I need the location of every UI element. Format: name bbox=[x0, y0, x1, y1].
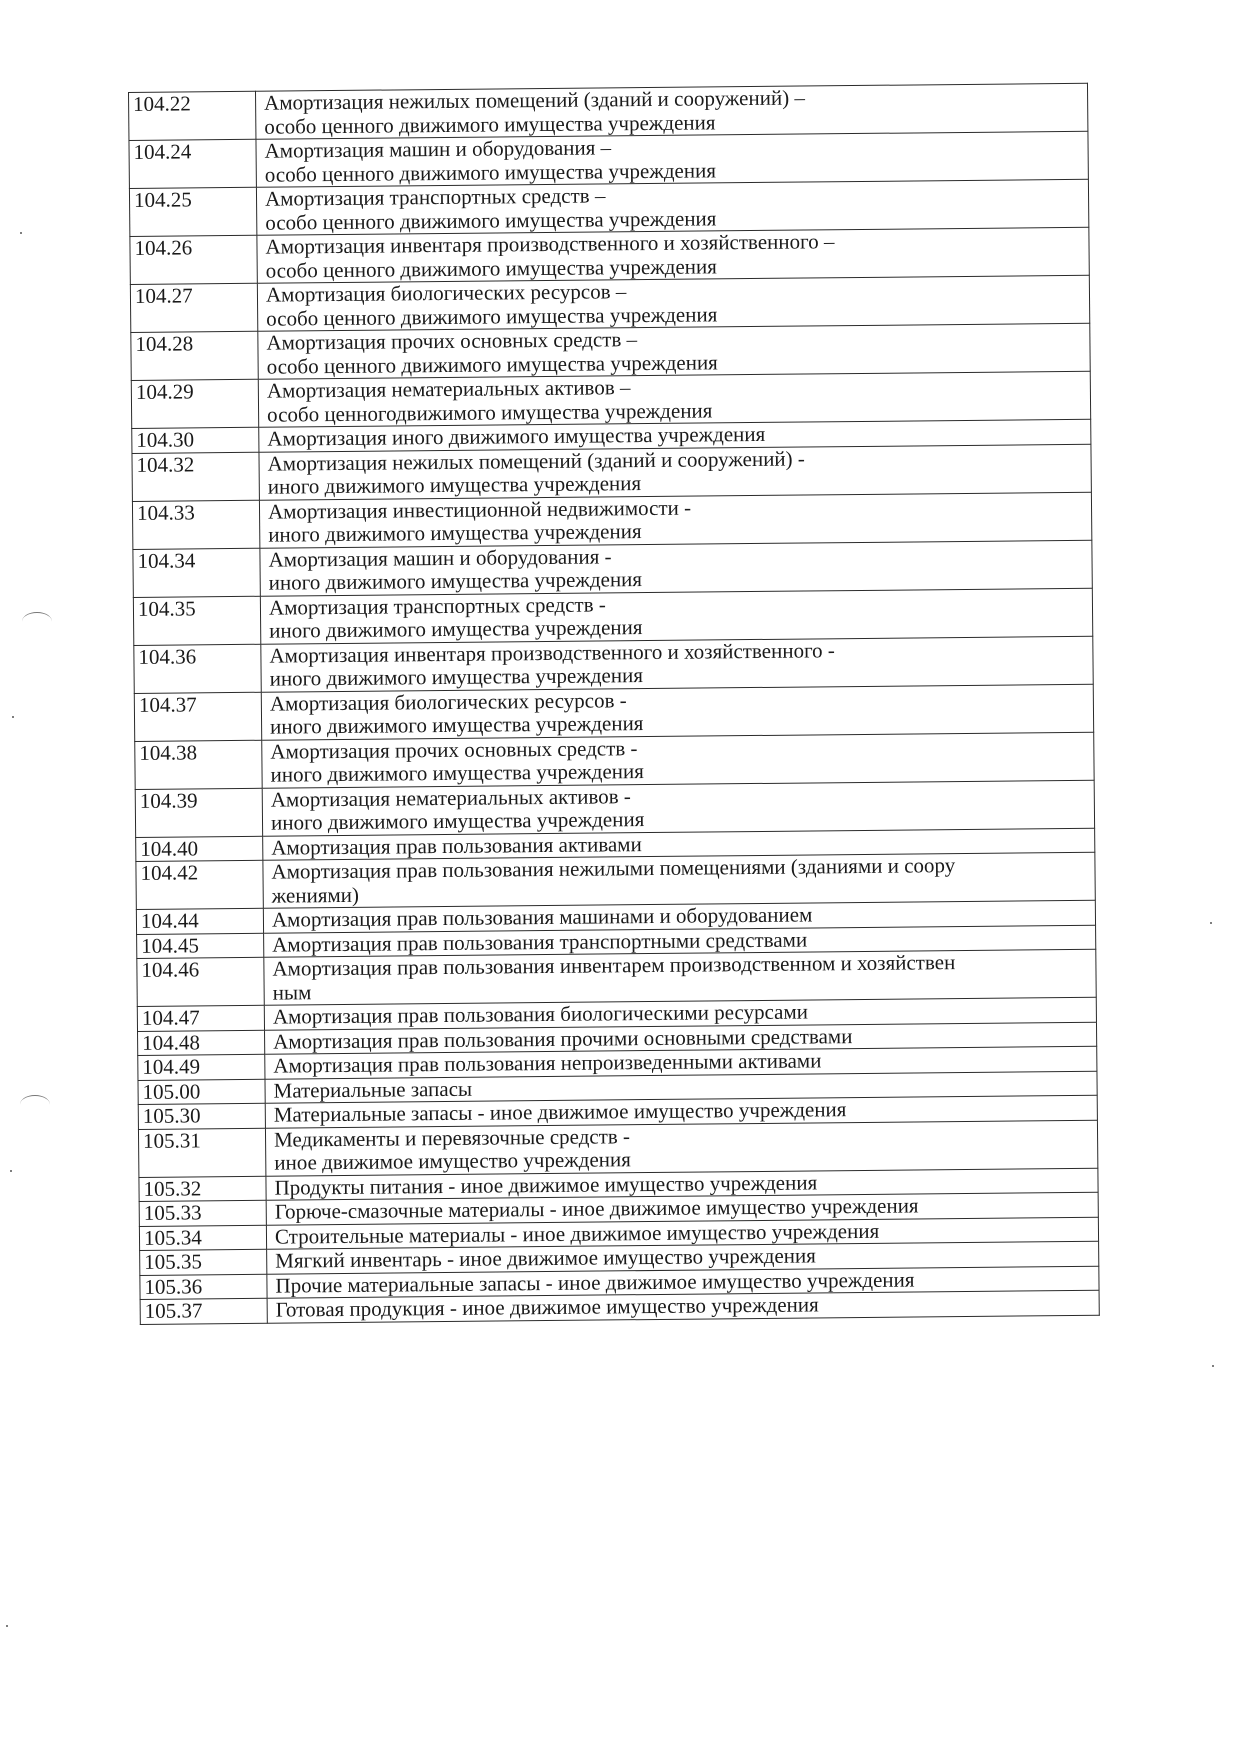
account-name: Амортизация нематериальных активов - иного движимого имущества учреждения bbox=[262, 780, 1094, 836]
scan-speck bbox=[12, 716, 14, 718]
account-name: Мягкий инвентарь - иное движимое имущество учреждения bbox=[267, 1241, 1099, 1273]
scan-speck bbox=[1210, 922, 1212, 924]
account-name: Горюче-смазочные материалы - иное движимое имущество учреждения bbox=[266, 1192, 1098, 1224]
account-code: 105.34 bbox=[139, 1225, 266, 1251]
accounts-table bbox=[128, 83, 1100, 1325]
account-name: Амортизация инвентаря производственного и хозяйственного – особо ценного движимого имущества учреждения bbox=[257, 227, 1089, 283]
accounts-table-body bbox=[129, 83, 1100, 1324]
account-name: Амортизация прав пользования нежилыми помещениями (зданиями и соору жениями) bbox=[263, 852, 1095, 908]
scan-speck bbox=[20, 232, 22, 234]
account-name: Амортизация биологических ресурсов – особо ценного движимого имущества учреждения bbox=[257, 275, 1089, 331]
account-name: Амортизация машин и оборудования – особо ценного движимого имущества учреждения bbox=[256, 131, 1088, 187]
account-code: 104.22 bbox=[129, 91, 256, 140]
account-name: Прочие материальные запасы - иное движимое имущество учреждения bbox=[267, 1266, 1099, 1298]
account-code: 105.30 bbox=[138, 1103, 265, 1129]
account-name: Амортизация прочих основных средств - иного движимого имущества учреждения bbox=[262, 732, 1094, 788]
account-code: 105.35 bbox=[140, 1249, 267, 1275]
punch-hole-mark bbox=[22, 612, 52, 631]
account-code: 104.46 bbox=[137, 957, 264, 1006]
account-code: 104.27 bbox=[130, 283, 257, 332]
account-name: Амортизация прав пользования машинами и оборудованием bbox=[263, 900, 1095, 932]
account-name: Строительные материалы - иное движимое имущество учреждения bbox=[266, 1217, 1098, 1249]
account-code: 105.33 bbox=[139, 1200, 266, 1226]
account-name: Готовая продукция - иное движимое имущество учреждения bbox=[267, 1290, 1099, 1322]
account-code: 105.37 bbox=[140, 1298, 267, 1324]
account-code: 104.28 bbox=[131, 331, 258, 380]
scan-speck bbox=[1212, 1365, 1214, 1367]
account-code: 104.25 bbox=[129, 187, 256, 236]
account-code: 104.32 bbox=[132, 452, 259, 501]
account-name: Амортизация прав пользования прочими основными средствами bbox=[265, 1022, 1097, 1054]
scan-speck bbox=[10, 1170, 12, 1172]
account-code: 105.32 bbox=[139, 1176, 266, 1202]
account-name: Амортизация прав пользования биологическими ресурсами bbox=[264, 997, 1096, 1029]
account-name: Амортизация прав пользования транспортными средствами bbox=[264, 925, 1096, 957]
account-name: Амортизация транспортных средств – особо ценного движимого имущества учреждения bbox=[256, 179, 1088, 235]
account-code: 104.44 bbox=[136, 908, 263, 934]
account-code: 104.37 bbox=[134, 692, 261, 741]
account-code: 104.26 bbox=[130, 235, 257, 284]
account-name: Амортизация прочих основных средств – особо ценного движимого имущества учреждения bbox=[258, 323, 1090, 379]
account-code: 104.36 bbox=[134, 644, 261, 693]
account-name: Амортизация биологических ресурсов - иного движимого имущества учреждения bbox=[261, 684, 1093, 740]
scan-speck bbox=[6, 1625, 8, 1627]
account-name: Медикаменты и перевязочные средств - иное движимое имущество учреждения bbox=[265, 1120, 1097, 1176]
account-code: 104.42 bbox=[136, 860, 263, 909]
account-name: Амортизация инвентаря производственного и хозяйственного - иного движимого имущества учреждения bbox=[261, 636, 1093, 692]
punch-hole-mark bbox=[20, 1095, 50, 1114]
account-name: Амортизация прав пользования инвентарем производственном и хозяйствен ным bbox=[264, 949, 1096, 1005]
account-name: Материальные запасы - иное движимое имущество учреждения bbox=[265, 1095, 1097, 1127]
account-code: 104.40 bbox=[136, 836, 263, 862]
account-code: 104.34 bbox=[133, 548, 260, 597]
account-name: Амортизация инвестиционной недвижимости - иного движимого имущества учреждения bbox=[259, 492, 1091, 548]
account-name: Амортизация машин и оборудования - иного движимого имущества учреждения bbox=[260, 540, 1092, 596]
account-name: Амортизация нематериальных активов – особо ценногодвижимого имущества учреждения bbox=[258, 371, 1090, 427]
account-name: Продукты питания - иное движимое имущество учреждения bbox=[266, 1168, 1098, 1200]
account-code: 104.24 bbox=[129, 139, 256, 188]
account-name: Материальные запасы bbox=[265, 1071, 1097, 1103]
account-code: 104.35 bbox=[133, 596, 260, 645]
account-name: Амортизация транспортных средств - иного движимого имущества учреждения bbox=[260, 588, 1092, 644]
account-code: 104.30 bbox=[132, 427, 259, 453]
account-code: 104.47 bbox=[137, 1005, 264, 1031]
account-code: 104.39 bbox=[135, 788, 262, 837]
account-code: 104.49 bbox=[138, 1054, 265, 1080]
account-code: 104.48 bbox=[138, 1030, 265, 1056]
account-code: 104.38 bbox=[135, 740, 262, 789]
account-code: 105.31 bbox=[138, 1128, 265, 1177]
account-code: 105.36 bbox=[140, 1274, 267, 1300]
account-name: Амортизация прав пользования непроизведенными активами bbox=[265, 1046, 1097, 1078]
account-code: 105.00 bbox=[138, 1079, 265, 1105]
account-code: 104.45 bbox=[137, 933, 264, 959]
account-code: 104.33 bbox=[132, 500, 259, 549]
account-name: Амортизация прав пользования активами bbox=[263, 828, 1095, 860]
account-code: 104.29 bbox=[131, 379, 258, 428]
account-name: Амортизация нежилых помещений (зданий и сооружений) - иного движимого имущества учреждения bbox=[259, 444, 1091, 500]
account-name: Амортизация нежилых помещений (зданий и сооружений) – особо ценного движимого имущества учреждения bbox=[255, 83, 1087, 139]
account-name: Амортизация иного движимого имущества учреждения bbox=[259, 419, 1091, 451]
accounts-table-sheet bbox=[128, 83, 1100, 1325]
